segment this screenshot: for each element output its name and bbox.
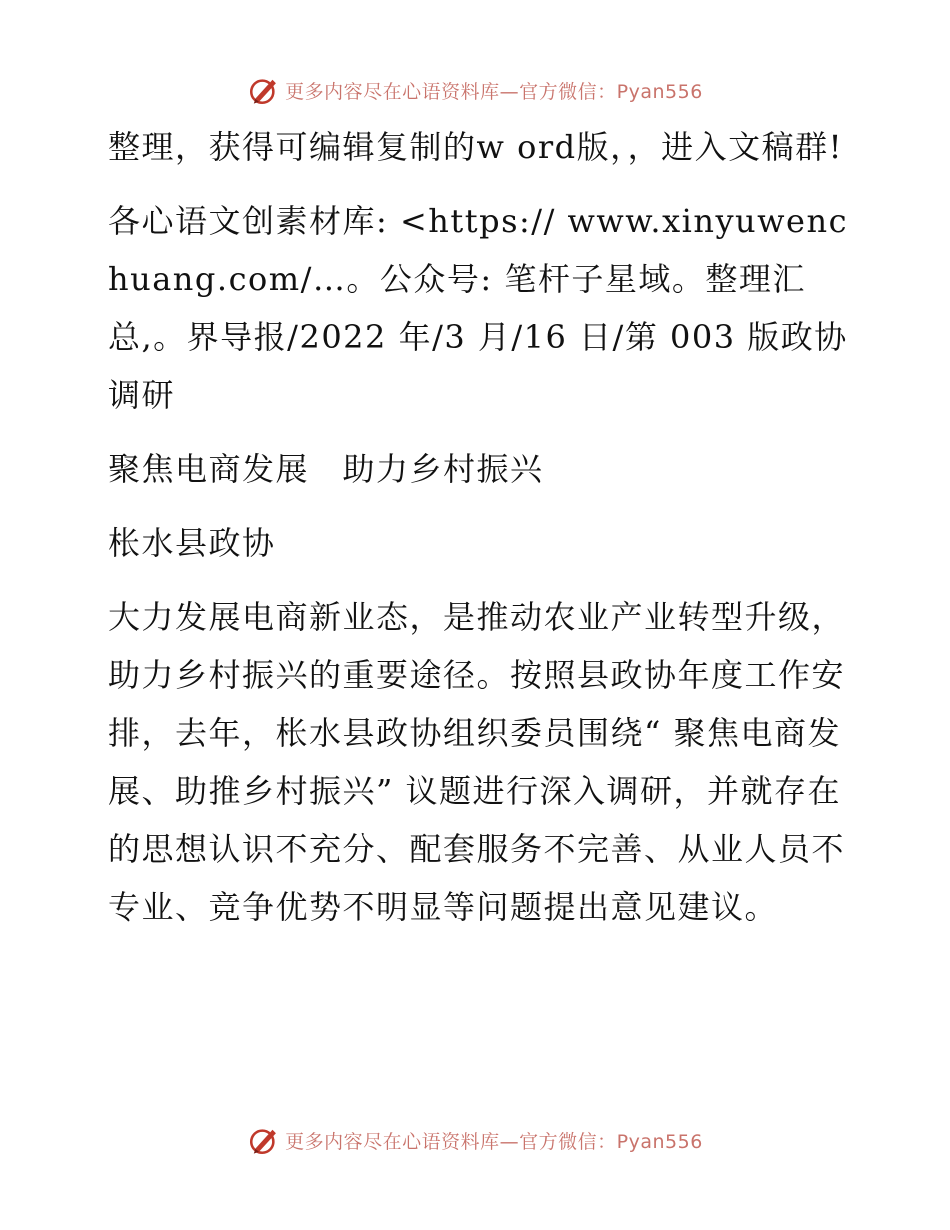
pen-circle-logo-icon (247, 73, 281, 107)
footer-watermark (0, 1120, 950, 1160)
document-body (98, 118, 858, 952)
paragraph-body: 大力发展电商新业态，是推动农业产业转型升级，助力乡村振兴的重要途径。按照县政协年度工作安排，去年，枨水县政协组织委员围绕“ 聚焦电商发展、助推乡村振兴” 议题进行深入调研，并就存在的思想认识不充分、配套服务不完善、从业人员不专业、竞争优势不明显等问题提出意见建议。 (108, 598, 846, 926)
article-title: 聚焦电商发展 助力乡村振兴 (108, 450, 544, 488)
header-watermark (0, 70, 950, 110)
pen-circle-logo-icon (247, 1123, 281, 1157)
paragraph-intro: 整理，获得可编辑复制的w ord版，，进入文稿群! (108, 128, 843, 166)
paragraph-source: 各心语文创素材库: <https:// www.xinyuwenchuang.com/…。公众号: 笔杆子星域。整理汇总,。界导报/2022 年/3 月/16 日/第 003 版政协调研 (108, 202, 849, 414)
watermark-text: 更多内容尽在心语资料库—官方微信：Pyan556 (285, 1130, 703, 1153)
article-author: 枨水县政协 (108, 524, 276, 562)
watermark-text: 更多内容尽在心语资料库—官方微信：Pyan556 (285, 80, 703, 103)
